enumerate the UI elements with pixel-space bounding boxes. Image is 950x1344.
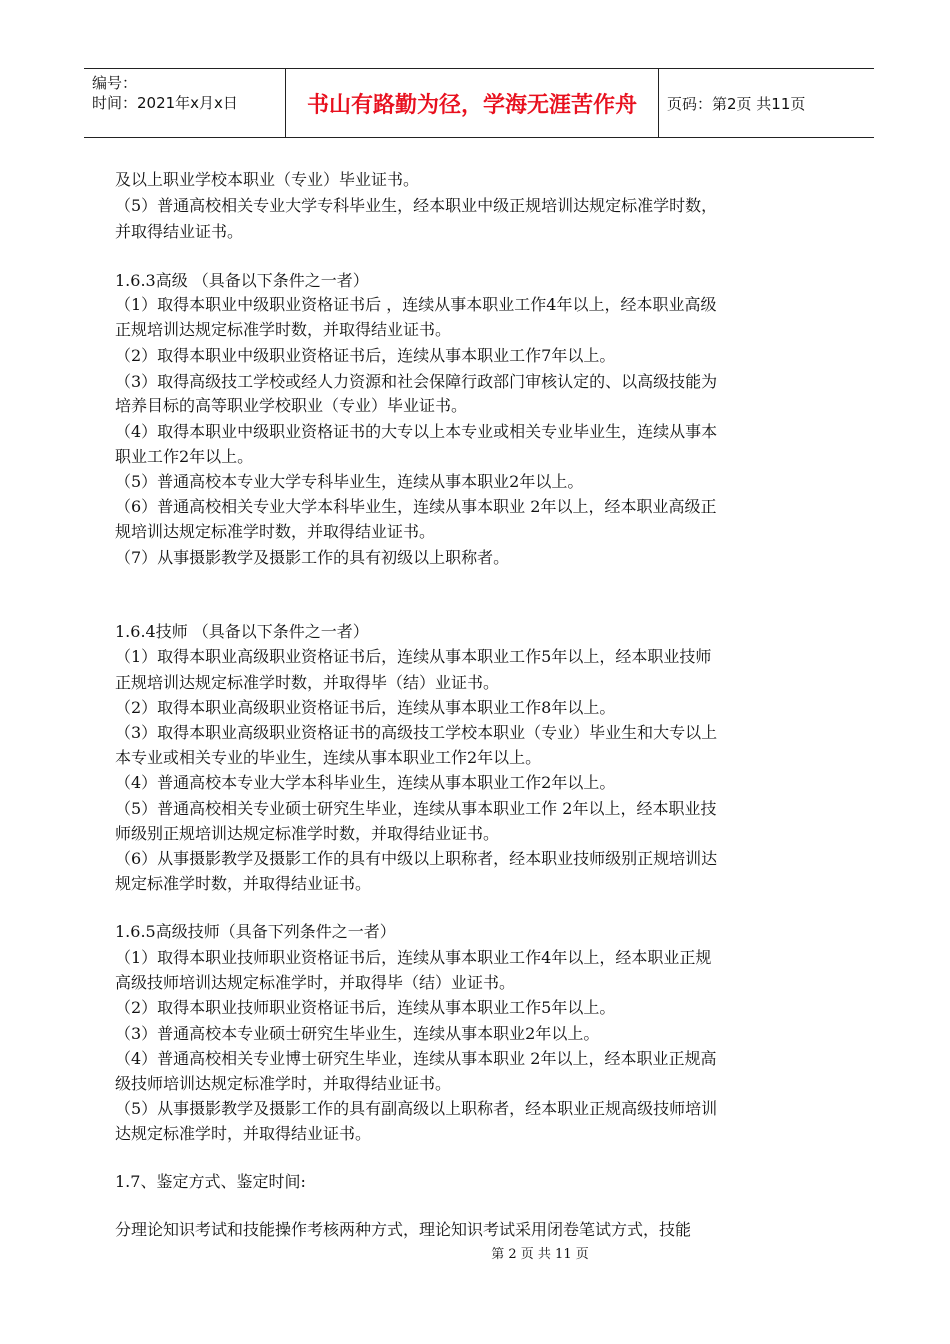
section-heading: 1.6.3高级 （具备以下条件之一者） — [115, 271, 369, 290]
section-heading: 1.6.4技师 （具备以下条件之一者） — [115, 622, 369, 641]
text-line: 及以上职业学校本职业（专业）毕业证书。 — [115, 170, 420, 189]
text-line: （3）取得高级技工学校或经人力资源和社会保障行政部门审核认定的、以高级技能为 — [115, 372, 718, 391]
text-line: （2）取得本职业技师职业资格证书后，连续从事本职业工作5年以上。 — [115, 998, 616, 1017]
text-line: （5）从事摄影教学及摄影工作的具有副高级以上职称者，经本职业正规高级技师培训 — [115, 1099, 718, 1118]
text-line: （1）取得本职业技师职业资格证书后，连续从事本职业工作4年以上，经本职业正规 — [115, 948, 712, 967]
text-line: 正规培训达规定标准学时数，并取得毕（结）业证书。 — [115, 673, 500, 692]
text-line: 培养目标的高等职业学校职业（专业）毕业证书。 — [115, 396, 468, 415]
text-line: （5）普通高校本专业大学专科毕业生，连续从事本职业2年以上。 — [115, 472, 584, 491]
text-line: 达规定标准学时，并取得结业证书。 — [115, 1124, 372, 1143]
text-line: （6）从事摄影教学及摄影工作的具有中级以上职称者，经本职业技师级别正规培训达 — [115, 849, 718, 868]
text-line: （5）普通高校相关专业大学专科毕业生，经本职业中级正规培训达规定标准学时数， — [115, 196, 718, 215]
text-line: （3）取得本职业高级职业资格证书的高级技工学校本职业（专业）毕业生和大专以上 — [115, 723, 718, 742]
section-heading: 1.6.5高级技师（具备下列条件之一者） — [115, 922, 396, 941]
text-line: 本专业或相关专业的毕业生，连续从事本职业工作2年以上。 — [115, 748, 542, 767]
text-line: （7）从事摄影教学及摄影工作的具有初级以上职称者。 — [115, 548, 510, 567]
date-label: 时间：2021年x月x日 — [92, 94, 238, 112]
text-line: 正规培训达规定标准学时数，并取得结业证书。 — [115, 320, 452, 339]
text-line: 分理论知识考试和技能操作考核两种方式，理论知识考试采用闭卷笔试方式，技能 — [115, 1220, 692, 1239]
text-line: （5）普通高校相关专业硕士研究生毕业，连续从事本职业工作 2年以上，经本职业技 — [115, 799, 717, 818]
page-header — [84, 68, 874, 138]
header-page-cell — [659, 69, 874, 137]
text-line: （2）取得本职业中级职业资格证书后，连续从事本职业工作7年以上。 — [115, 346, 616, 365]
text-line: （1）取得本职业高级职业资格证书后，连续从事本职业工作5年以上，经本职业技师 — [115, 647, 712, 666]
text-line: （4）取得本职业中级职业资格证书的大专以上本专业或相关专业毕业生，连续从事本 — [115, 422, 718, 441]
text-line: （3）普通高校本专业硕士研究生毕业生，连续从事本职业2年以上。 — [115, 1024, 600, 1043]
page-label: 页码：第2页 共11页 — [667, 94, 806, 113]
motto: 书山有路勤为径，学海无涯苦作舟 — [306, 92, 637, 118]
text-line: 规培训达规定标准学时数，并取得结业证书。 — [115, 522, 436, 541]
section-heading: 1.7、鉴定方式、鉴定时间: — [115, 1172, 306, 1191]
text-line: 高级技师培训达规定标准学时，并取得毕（结）业证书。 — [115, 973, 516, 992]
page-footer: 第 2 页 共 11 页 — [491, 1247, 589, 1262]
text-line: （4）普通高校相关专业博士研究生毕业，连续从事本职业 2年以上，经本职业正规高 — [115, 1049, 717, 1068]
text-line: （2）取得本职业高级职业资格证书后，连续从事本职业工作8年以上。 — [115, 698, 616, 717]
header-motto-cell — [286, 69, 659, 137]
text-line: 师级别正规培训达规定标准学时数，并取得结业证书。 — [115, 824, 500, 843]
text-line: （6）普通高校相关专业大学本科毕业生，连续从事本职业 2年以上，经本职业高级正 — [115, 497, 717, 516]
text-line: 并取得结业证书。 — [115, 222, 244, 241]
text-line: 级技师培训达规定标准学时，并取得结业证书。 — [115, 1074, 452, 1093]
serial-label: 编号： — [92, 74, 138, 92]
text-line: 职业工作2年以上。 — [115, 447, 254, 466]
text-line: （4）普通高校本专业大学本科毕业生，连续从事本职业工作2年以上。 — [115, 773, 616, 792]
text-line: （1）取得本职业中级职业资格证书后 ，连续从事本职业工作4年以上，经本职业高级 — [115, 295, 717, 314]
header-meta-cell — [84, 69, 286, 137]
text-line: 规定标准学时数，并取得结业证书。 — [115, 874, 372, 893]
